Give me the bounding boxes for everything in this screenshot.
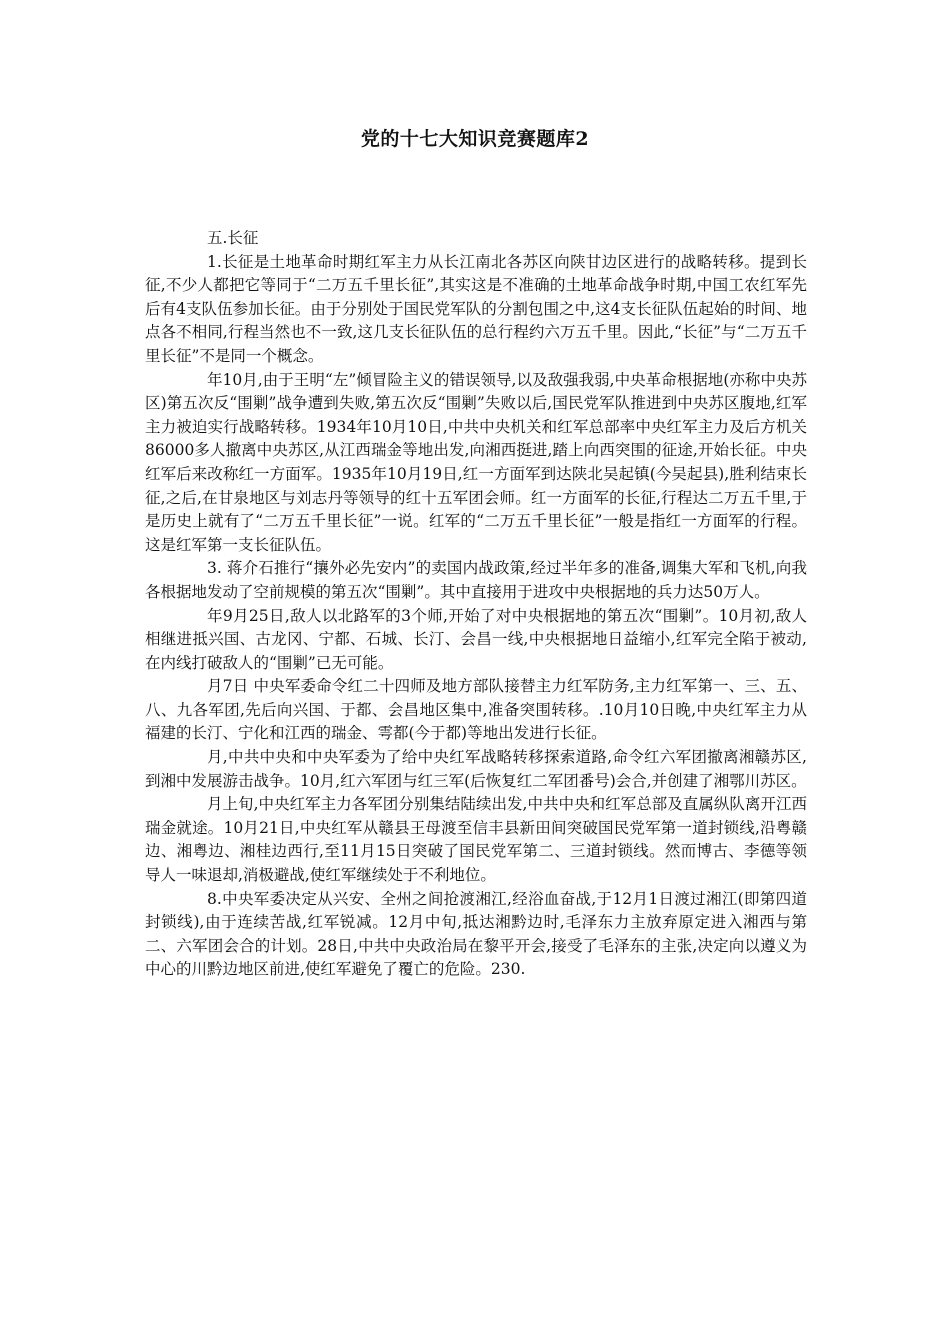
paragraph-4: 年9月25日,敌人以北路军的3个师,开始了对中央根据地的第五次“围剿”。10月初,敌人相继进抵兴国、古龙冈、宁都、石城、长汀、会昌一线,中央根据地日益缩小,红军完全陷于被动,在内线打破敌人的“围剿”已无可能。 bbox=[145, 606, 807, 672]
paragraph-7: 月上旬,中央红军主力各军团分别集结陆续出发,中共中央和红军总部及直属纵队离开江西瑞金就途。10月21日,中央红军从赣县王母渡至信丰县新田间突破国民党军第一道封锁线,沿粤赣边、湘粤边、湘桂边西行,至11月15日突破了国民党军第二、三道封锁线。然而博古、李德等领导人一味退却,消极避战,使红军继续处于不利地位。 bbox=[145, 795, 807, 885]
paragraph-8: 8.中央军委决定从兴安、全州之间抢渡湘江,经浴血奋战,于12月1日渡过湘江(即第四道封锁线),由于连续苦战,红军锐减。12月中旬,抵达湘黔边时,毛泽东力主放弃原定进入湘西与第二、六军团会合的计划。28日,中共中央政治局在黎平开会,接受了毛泽东的主张,决定向以遵义为中心的川黔边地区前进,使红军避免了覆亡的危险。230. bbox=[145, 889, 807, 979]
paragraph-2: 年10月,由于王明“左”倾冒险主义的错误领导,以及敌强我弱,中央革命根据地(亦称中央苏区)第五次反“围剿”战争遭到失败,第五次反“围剿”失败以后,国民党军队推进到中央苏区腹地,红军主力被迫实行战略转移。1934年10月10日,中共中央机关和红军总部率中央红军主力及后方机关86000多人撤离中央苏区,从江西瑞金等地出发,向湘西挺进,踏上向西突围的征途,开始长征。中央红军后来改称红一方面军。1935年10月19日,红一方面军到达陕北吴起镇(今吴起县),胜利结束长征,之后,在甘泉地区与刘志丹等领导的红十五军团会师。红一方面军的长征,行程达二万五千里,于是历史上就有了“二万五千里长征”一说。红军的“二万五千里长征”一般是指红一方面军的行程。这是红军第一支长征队伍。 bbox=[145, 370, 807, 554]
section-heading: 五.长征 bbox=[207, 229, 259, 247]
paragraph-1: 1.长征是土地革命时期红军主力从长江南北各苏区向陕甘边区进行的战略转移。提到长征,不少人都把它等同于“二万五千里长征”,其实这是不准确的土地革命战争时期,中国工农红军先后有4支队伍参加长征。由于分别处于国民党军队的分割包围之中,这4支长征队伍起始的时间、地点各不相同,行程当然也不一致,这几支长征队伍的总行程约六万五千里。因此,“长征”与“二万五千里长征”不是同一个概念。 bbox=[145, 252, 807, 365]
paragraph-3: 3. 蒋介石推行“攘外必先安内”的卖国内战政策,经过半年多的准备,调集大军和飞机,向我各根据地发动了空前规模的第五次“围剿”。其中直接用于进攻中央根据地的兵力达50万人。 bbox=[145, 559, 807, 601]
paragraph-5: 月7日 中央军委命令红二十四师及地方部队接替主力红军防务,主力红军第一、三、五、八、九各军团,先后向兴国、于都、会昌地区集中,准备突围转移。.10月10日晚,中央红军主力从福建的长汀、宁化和江西的瑞金、雩都(今于都)等地出发进行长征。 bbox=[145, 677, 807, 743]
document-body bbox=[145, 227, 807, 982]
document-title: 党的十七大知识竞赛题库2 bbox=[360, 128, 590, 150]
paragraph-6: 月,中共中央和中央军委为了给中央红军战略转移探索道路,命令红六军团撤离湘赣苏区,到湘中发展游击战争。10月,红六军团与红三军(后恢复红二军团番号)会合,并创建了湘鄂川苏区。 bbox=[145, 748, 807, 790]
